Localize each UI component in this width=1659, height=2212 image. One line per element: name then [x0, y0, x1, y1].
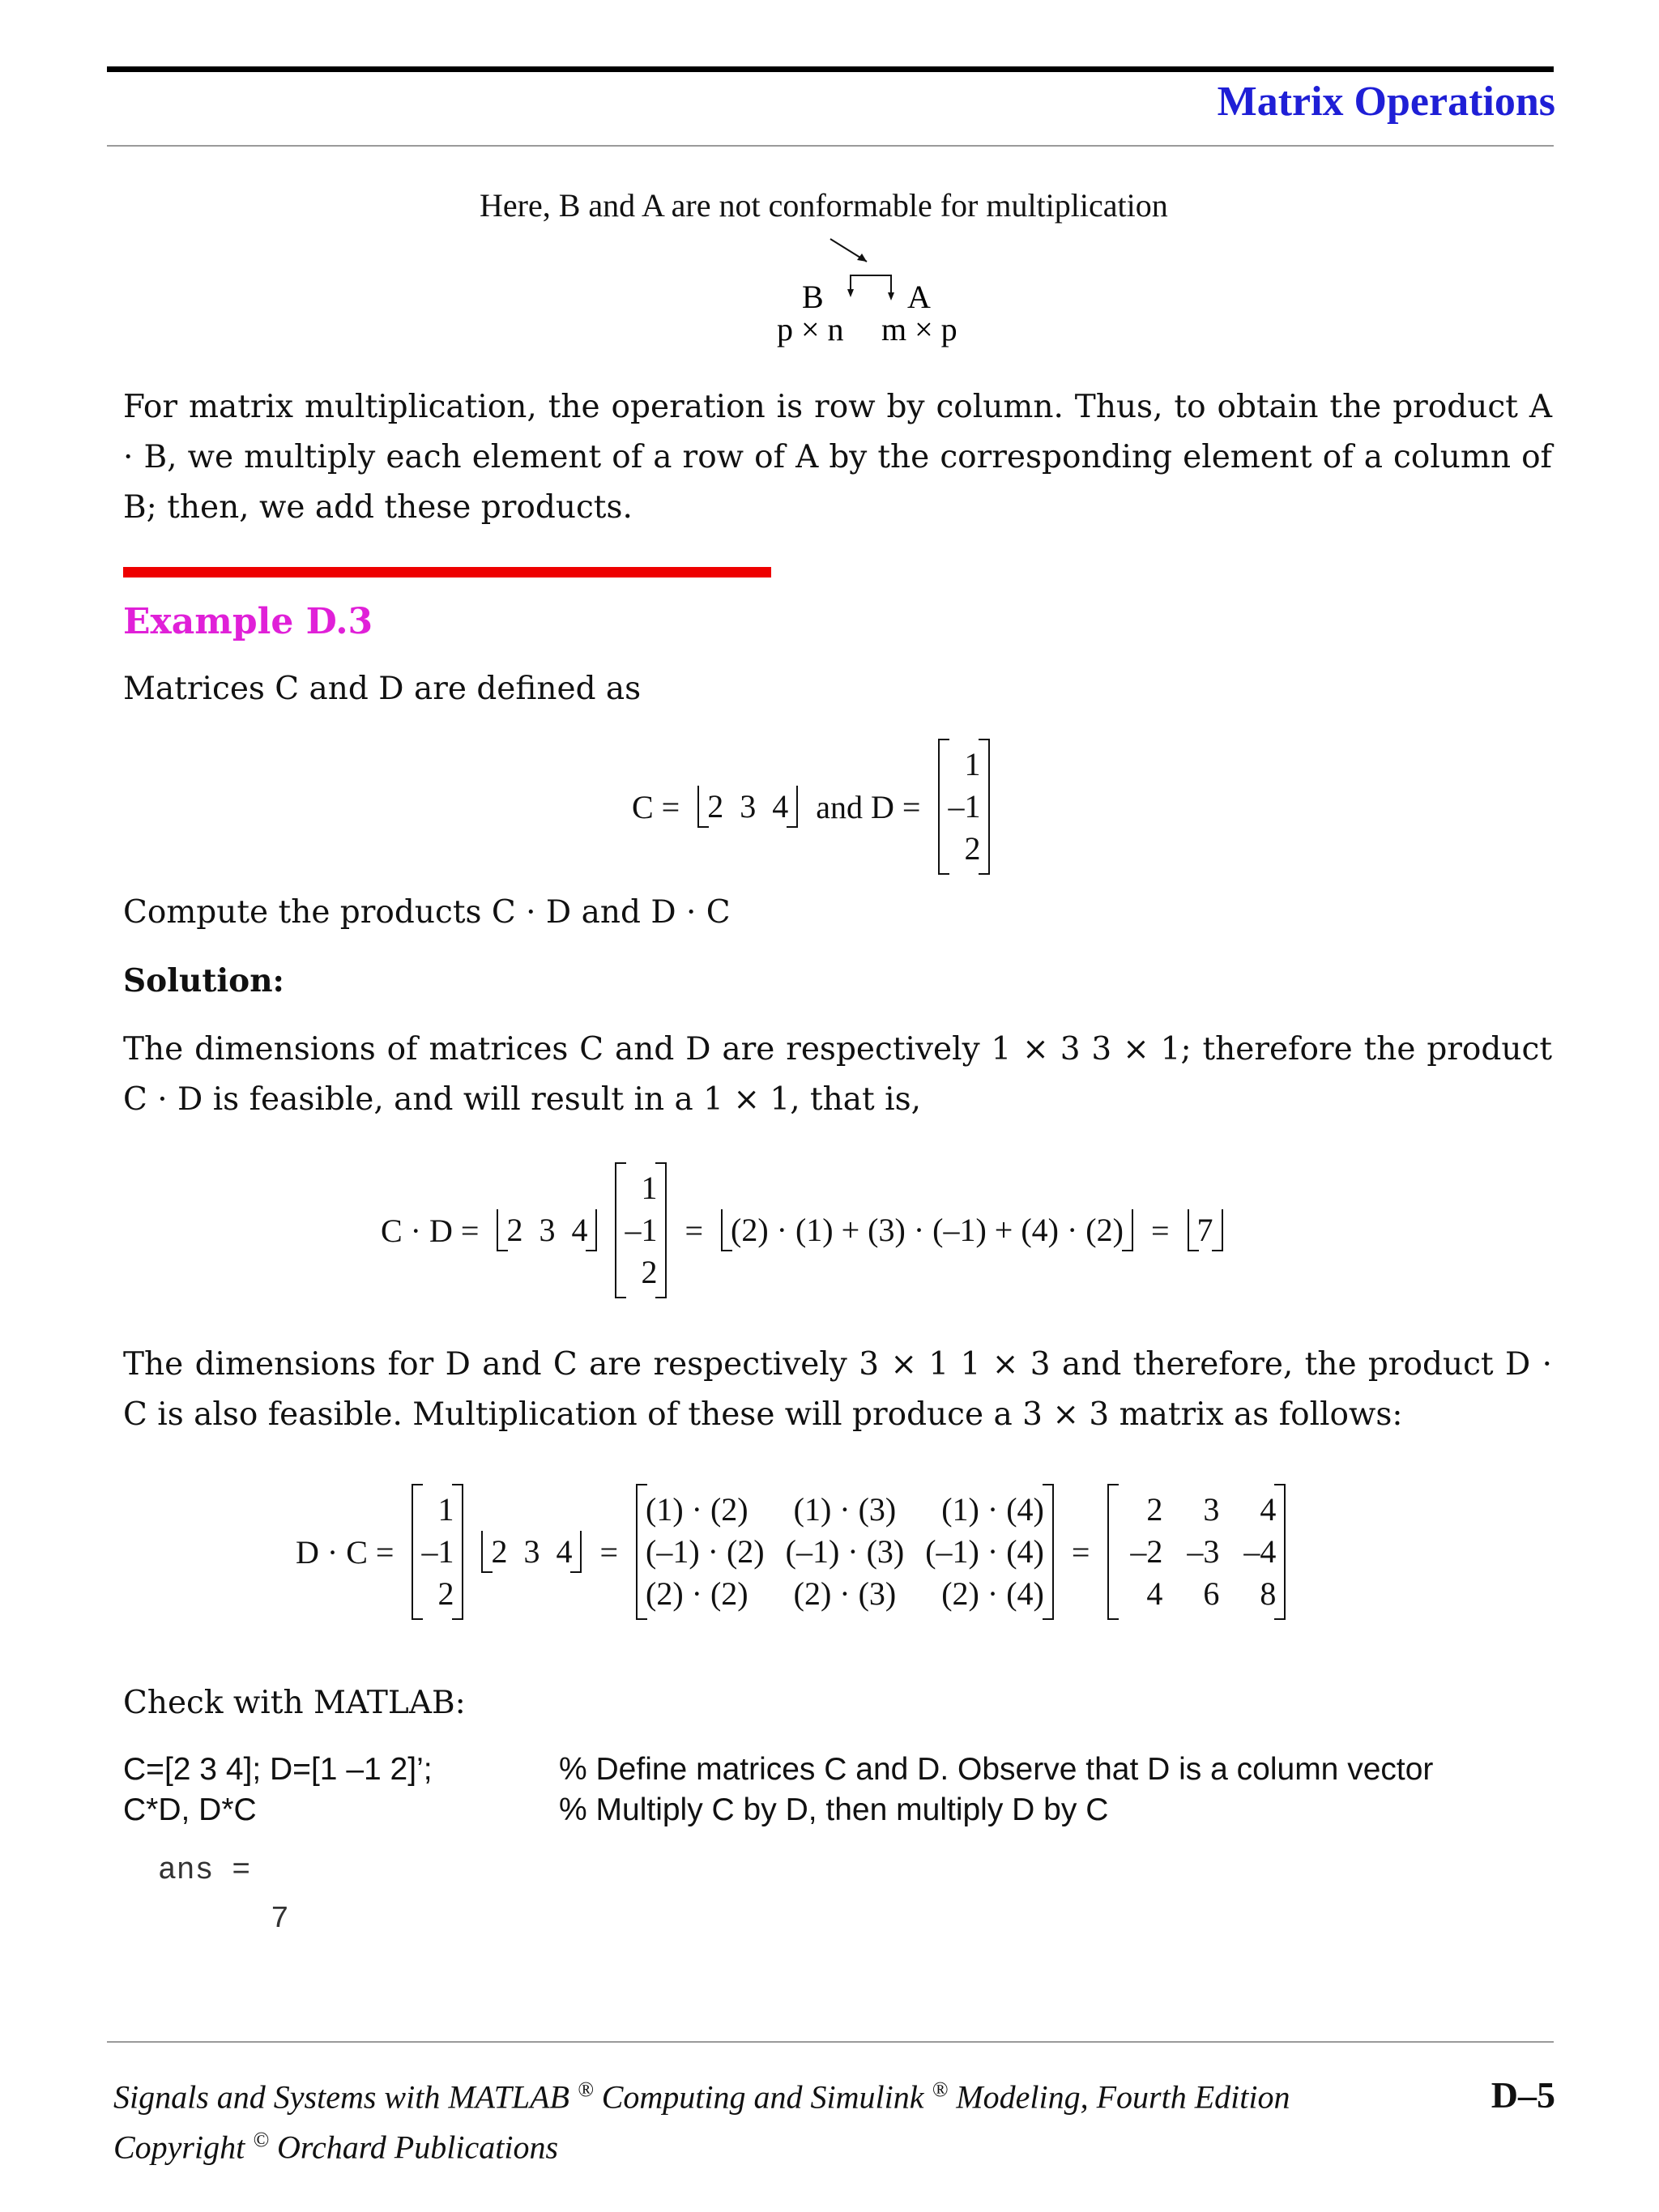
cd-result: 7	[1188, 1209, 1223, 1251]
code-line-2: C*D, D*C	[123, 1792, 257, 1827]
solution-label: Solution:	[123, 962, 284, 999]
compute-products-task: Compute the products C · D and D · C	[123, 894, 731, 931]
equals-sign: =	[684, 1212, 704, 1249]
dc-expansion-matrix: (1) · (2) (1) · (3) (1) · (4) (–1) · (2) (–1) · (3) (–1) · (4) (2) · (2) (2) · (3) (2) · (4)	[636, 1484, 1054, 1620]
cd-expansion: (2) · (1) + (3) · (–1) + (4) · (2)	[721, 1209, 1133, 1251]
cd-label: C · D =	[381, 1212, 480, 1249]
equals-sign: =	[1071, 1533, 1090, 1571]
matrices-defined-text: Matrices C and D are defined as	[123, 671, 642, 707]
dc-matrix-c: 2 3 4	[481, 1531, 582, 1573]
code-line-1: C=[2 3 4]; D=[1 –1 2]’;	[123, 1752, 433, 1787]
output-ans-label: ans =	[158, 1853, 251, 1888]
c-equals-label: C =	[632, 788, 680, 825]
matrix-a-dims: m × p	[881, 311, 957, 347]
conformability-diagram	[753, 231, 996, 352]
cd-matrix-c: 2 3 4	[497, 1209, 597, 1251]
cd-definition-equation	[632, 739, 990, 875]
cd-matrix-d: 1 –1 2	[615, 1162, 667, 1298]
intro-paragraph: For matrix multiplication, the operation is row by column. Thus, to obtain the product A · B, we multiply each element of a row of A by the corresponding element of a column of B; then, we add these products.	[123, 389, 1552, 526]
bracket-arrow-right	[888, 292, 894, 300]
footer-copyright: Copyright © Orchard Publications	[113, 2128, 559, 2166]
link-bracket	[851, 275, 891, 296]
solution-paragraph-1: The dimensions of matrices C and D are respectively 1 × 3 3 × 1; therefore the product C · D is feasible, and will result in a 1 × 1, that is,	[123, 1031, 1552, 1118]
code-comment-1: % Define matrices C and D. Observe that D is a column vector	[559, 1752, 1434, 1787]
dc-matrix-d: 1 –1 2	[412, 1484, 463, 1620]
code-comment-2: % Multiply C by D, then multiply D by C	[559, 1792, 1109, 1827]
cd-product-equation	[381, 1162, 1223, 1298]
dc-result-matrix: 2 3 4 –2 –3 –4 4 6 8	[1107, 1484, 1286, 1620]
dc-label: D · C =	[296, 1533, 394, 1571]
output-ans-value: 7	[271, 1902, 289, 1937]
equals-sign: =	[599, 1533, 619, 1571]
check-matlab-label: Check with MATLAB:	[123, 1685, 466, 1721]
copyright-mark: ©	[253, 2128, 269, 2151]
page-number: D–5	[1491, 2074, 1555, 2116]
conformability-note: Here, B and A are not conformable for multiplication	[480, 187, 1168, 224]
page-header-title: Matrix Operations	[1217, 79, 1555, 125]
section-divider-bar	[123, 567, 771, 578]
matrix-b-dims: p × n	[777, 311, 844, 347]
bracket-arrow-left	[847, 289, 854, 297]
solution-paragraph-2: The dimensions for D and C are respectively 3 × 1 1 × 3 and therefore, the product D · C is also feasible. Multiplication of these will produce a 3 × 3 matrix as follows:	[123, 1346, 1552, 1433]
matrix-d: 1 –1 2	[938, 739, 990, 875]
equals-sign: =	[1150, 1212, 1170, 1249]
header-rule	[107, 145, 1554, 147]
registered-mark: ®	[932, 2078, 949, 2101]
top-rule	[107, 66, 1554, 72]
pointer-arrowhead	[857, 254, 867, 262]
matrix-b-label: B	[802, 279, 824, 315]
dc-product-equation	[296, 1484, 1286, 1620]
matrix-a-label: A	[907, 279, 931, 315]
matrix-c: 2 3 4	[697, 786, 798, 828]
footer-book-title: Signals and Systems with MATLAB ® Computing and Simulink ® Modeling, Fourth Edition	[113, 2078, 1290, 2116]
example-title: Example D.3	[123, 601, 373, 642]
footer-rule	[107, 2041, 1554, 2043]
and-d-equals-label: and D =	[816, 788, 921, 825]
registered-mark: ®	[577, 2078, 594, 2101]
